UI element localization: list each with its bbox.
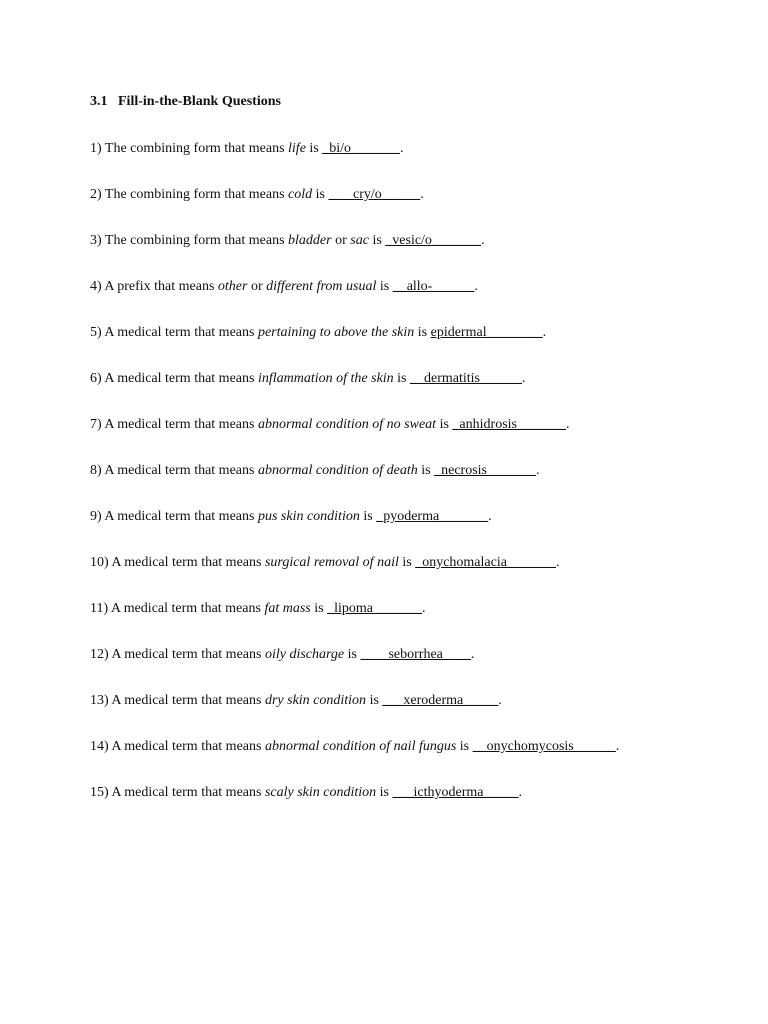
question-9 xyxy=(90,508,492,526)
question-text: 2) The combining form that means xyxy=(90,187,289,202)
question-term-2: sac xyxy=(350,233,369,248)
question-text: 4) A prefix that means xyxy=(90,279,218,294)
question-connector: or xyxy=(247,279,267,294)
question-term: oily discharge xyxy=(264,647,345,662)
question-14 xyxy=(90,738,619,756)
question-answer: ___xeroderma_____ xyxy=(382,693,499,708)
question-end: . xyxy=(474,279,478,294)
question-term: pertaining to above the skin xyxy=(257,325,415,340)
question-is: is xyxy=(414,325,431,340)
question-answer: ___icthyoderma_____ xyxy=(392,785,519,800)
question-6 xyxy=(90,370,526,388)
question-10 xyxy=(90,554,559,572)
question-text: 9) A medical term that means xyxy=(90,509,258,524)
question-end: . xyxy=(421,601,426,616)
question-term: scaly skin condition xyxy=(264,785,377,800)
question-is: is xyxy=(310,601,328,616)
question-answer: _necrosis_______ xyxy=(434,463,537,478)
question-term: bladder xyxy=(288,233,332,248)
question-text: 14) A medical term that means xyxy=(90,739,265,754)
question-connector: or xyxy=(331,233,351,248)
question-is: is xyxy=(368,233,386,248)
question-is: is xyxy=(359,509,377,524)
question-is: is xyxy=(312,187,329,202)
question-end: . xyxy=(555,555,560,570)
question-end: . xyxy=(518,785,522,800)
question-answer: epidermal________ xyxy=(430,325,543,340)
question-text: 11) A medical term that means xyxy=(90,601,265,616)
question-2 xyxy=(90,186,424,204)
question-term: abnormal condition of no sweat xyxy=(257,417,437,432)
question-answer: ___ cry/o _____ xyxy=(328,187,421,202)
question-text: 15) A medical term that means xyxy=(90,785,265,800)
question-answer: _bi/o_______ xyxy=(322,141,401,156)
question-13 xyxy=(90,692,502,710)
question-8 xyxy=(90,462,540,480)
question-answer: _pyoderma_______ xyxy=(376,509,489,524)
question-end: . xyxy=(420,187,424,202)
question-is: is xyxy=(456,739,473,754)
question-end: . xyxy=(480,233,485,248)
question-text: 1) The combining form that means xyxy=(90,141,289,156)
question-7 xyxy=(90,416,569,434)
question-is: is xyxy=(366,693,383,708)
question-answer: __dermatitis______ xyxy=(410,371,523,386)
question-is: is xyxy=(398,555,416,570)
question-end: . xyxy=(615,739,620,754)
question-is: is xyxy=(376,785,393,800)
question-is: is xyxy=(393,371,411,386)
question-end: . xyxy=(536,463,540,478)
question-term: abnormal condition of death xyxy=(257,463,418,478)
question-end: . xyxy=(470,647,475,662)
question-term-2: different from usual xyxy=(266,279,377,294)
question-4 xyxy=(90,278,478,296)
question-answer: __onychomycosis______ xyxy=(472,739,616,754)
question-text: 8) A medical term that means xyxy=(90,463,258,478)
question-answer: _vesic/o_______ xyxy=(385,233,481,248)
question-is: is xyxy=(376,279,393,294)
question-text: 5) A medical term that means xyxy=(90,325,258,340)
question-term: fat mass xyxy=(264,601,311,616)
question-end: . xyxy=(498,693,502,708)
question-term: inflammation of the skin xyxy=(257,371,394,386)
question-term: other xyxy=(217,279,248,294)
question-1 xyxy=(90,140,404,158)
question-text: 12) A medical term that means xyxy=(90,647,265,662)
question-end: . xyxy=(542,325,547,340)
question-is: is xyxy=(417,463,435,478)
question-answer: ____seborrhea____ xyxy=(360,647,471,662)
question-end: . xyxy=(400,141,404,156)
question-is: is xyxy=(344,647,361,662)
question-11 xyxy=(90,600,425,618)
question-end: . xyxy=(522,371,526,386)
section-title: Fill-in-the-Blank Questions xyxy=(118,94,281,109)
question-answer: _lipoma_______ xyxy=(327,601,422,616)
question-end: . xyxy=(565,417,570,432)
question-answer: _anhidrosis_______ xyxy=(452,417,566,432)
question-term: life xyxy=(288,141,306,156)
question-12 xyxy=(90,646,474,664)
question-text: 6) A medical term that means xyxy=(90,371,258,386)
question-text: 10) A medical term that means xyxy=(90,555,265,570)
question-term: surgical removal of nail xyxy=(264,555,399,570)
question-term: cold xyxy=(288,187,313,202)
question-answer: __allo-______ xyxy=(392,279,475,294)
question-is: is xyxy=(305,141,323,156)
question-is: is xyxy=(436,417,453,432)
question-term: abnormal condition of nail fungus xyxy=(264,739,457,754)
section-heading xyxy=(90,94,281,110)
question-3 xyxy=(90,232,484,250)
question-5 xyxy=(90,324,546,342)
question-15 xyxy=(90,784,522,802)
question-text: 7) A medical term that means xyxy=(90,417,258,432)
question-text: 13) A medical term that means xyxy=(90,693,265,708)
question-term: pus skin condition xyxy=(257,509,360,524)
question-end: . xyxy=(488,509,492,524)
question-answer: _onychomalacia_______ xyxy=(415,555,556,570)
section-number: 3.1 xyxy=(90,94,108,109)
question-term: dry skin condition xyxy=(264,693,367,708)
question-text: 3) The combining form that means xyxy=(90,233,289,248)
